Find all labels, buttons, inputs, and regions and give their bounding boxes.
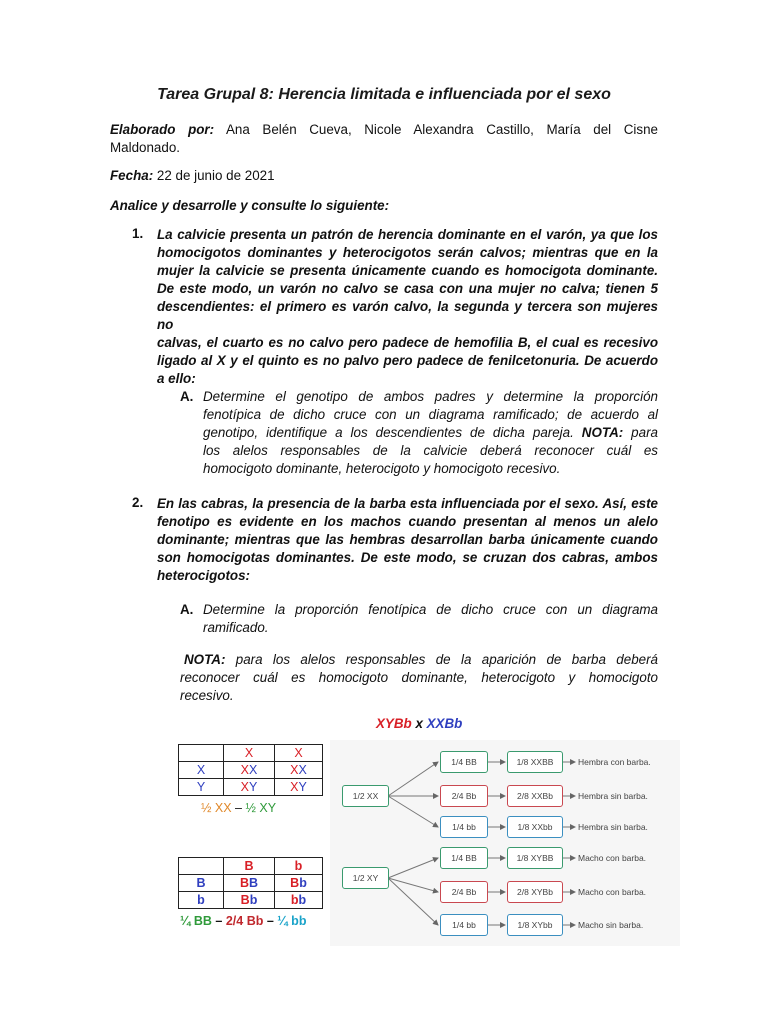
root-xx: 1/2 XX — [342, 785, 389, 807]
outcome-label: Hembra sin barba. — [578, 822, 648, 832]
outcome-label: Hembra sin barba. — [578, 791, 648, 801]
q2-number: 2. — [132, 495, 144, 510]
level1-box: 1/4 BB — [440, 751, 488, 773]
table-cell: XY — [224, 779, 275, 796]
branch-line — [388, 858, 438, 878]
table-cell: b — [179, 892, 224, 909]
outcome-label: Macho sin barba. — [578, 920, 644, 930]
q1a-letter: A. — [180, 389, 194, 404]
q2-line: dominante; mientras que las hembras desarrollan barba únicamente cuando — [157, 532, 658, 547]
table-cell: B — [224, 858, 275, 875]
q1a-line: genotipo, identifique a los descendientes de dicha pareja. — [203, 425, 574, 440]
q2-nota — [180, 651, 658, 705]
q1a-line: Determine el genotipo de ambos padres y determine la proporción — [203, 389, 658, 404]
level1-box: 1/4 BB — [440, 847, 488, 869]
level2-box: 1/8 XYBB — [507, 847, 563, 869]
q1-text — [157, 226, 658, 388]
date-value: 22 de junio de 2021 — [153, 168, 275, 183]
ratio-xx: ½ XX — [201, 801, 232, 815]
q1-line: homocigotos dominantes y heterocigotos serán calvos; mientras que en la — [157, 245, 658, 260]
branch-line — [388, 762, 438, 796]
cross-left: XYBb — [376, 716, 412, 731]
ratio-sep: – — [211, 914, 226, 928]
level2-box: 2/8 XYBb — [507, 881, 563, 903]
table-cell: BB — [224, 875, 275, 892]
beard-punnett-table — [178, 857, 323, 909]
branch-diagram — [330, 740, 680, 946]
level1-box: 1/4 bb — [440, 914, 488, 936]
table-row — [179, 762, 323, 779]
table-cell — [179, 745, 224, 762]
date-line — [110, 167, 275, 185]
cross-mid: x — [411, 716, 427, 731]
level2-box: 1/8 XXBB — [507, 751, 563, 773]
level2-box: 2/8 XXBb — [507, 785, 563, 807]
q2-nota-line-last: recesivo. — [180, 688, 234, 703]
cross-right: XXBb — [426, 716, 463, 731]
authors-line-1: Ana Belén Cueva, Nicole Alexandra Castillo, María del Cisne — [214, 122, 658, 137]
table-row — [179, 858, 323, 875]
q2-line: son homocigotas dominantes. De este modo, se cruzan dos cabras, ambos — [157, 550, 658, 565]
q1-number: 1. — [132, 226, 144, 241]
q1a-text — [203, 388, 658, 478]
ratio-xy: ½ XY — [245, 801, 277, 815]
table-cell: XX — [275, 762, 323, 779]
date-label: Fecha: — [110, 168, 154, 183]
q1-line: descendientes: el primero es varón calvo, la segunda y tercera son mujeres no — [157, 299, 658, 332]
q1-line-last: a ello: — [157, 371, 196, 386]
title-prefix: Tarea Grupal 8 — [157, 86, 269, 103]
q2-nota-line: para los alelos responsables de la aparición de barba deberá — [225, 652, 658, 667]
level2-box: 1/8 XYbb — [507, 914, 563, 936]
authors-label: Elaborado por: — [110, 122, 215, 137]
q1-line: mujer la calvicie se presenta únicamente cuando es homocigota dominante. — [157, 263, 658, 278]
q1a-line-last: homocigoto dominante, heterocigoto y homocigoto recesivo. — [203, 461, 561, 476]
ratio-sep: – — [231, 801, 246, 815]
table-cell: b — [275, 858, 323, 875]
q1a-line: fenotípica de dicho cruce con un diagrama ramificado; de acuerdo al — [203, 407, 658, 422]
branch-lines — [330, 740, 680, 946]
table-cell: Y — [179, 779, 224, 796]
level1-box: 2/4 Bb — [440, 881, 488, 903]
q1a-nota-label: NOTA: — [573, 425, 624, 440]
table-cell — [179, 858, 224, 875]
table-cell: X — [224, 745, 275, 762]
table-cell: X — [275, 745, 323, 762]
q1a-line: los alelos responsables de la calvicie deberá reconocer cuál es — [203, 443, 658, 458]
level2-box: 1/8 XXbb — [507, 816, 563, 838]
table-row — [179, 875, 323, 892]
level1-box: 2/4 Bb — [440, 785, 488, 807]
level1-box: 1/4 bb — [440, 816, 488, 838]
table-cell: Bb — [275, 875, 323, 892]
q1-line: calvas, el cuarto es no calvo pero padece de hemofilia B, el cual es recesivo — [157, 335, 658, 350]
q2a-text — [203, 601, 658, 637]
branch-line — [388, 796, 438, 827]
table-cell: B — [179, 875, 224, 892]
table-row — [179, 745, 323, 762]
authors-line-2: Maldonado. — [110, 140, 180, 155]
q1-line: De este modo, un varón no calvo se casa con una mujer no calva; tienen 5 — [157, 281, 658, 296]
q2-line: En las cabras, la presencia de la barba esta influenciada por el sexo. Así, este — [157, 496, 658, 511]
q2-nota-line: reconocer cuál es homocigoto dominante, heterocigoto y homocigoto — [180, 670, 658, 685]
q1a-line-end: para — [623, 425, 658, 440]
q2a-line-last: ramificado. — [203, 620, 269, 635]
sex-ratio — [201, 801, 276, 815]
ratio-sep: – — [263, 914, 278, 928]
title-rest: : Herencia limitada e influenciada por el sexo — [268, 86, 611, 103]
authors-block — [110, 121, 658, 157]
beard-ratio — [180, 914, 306, 928]
table-cell: Bb — [224, 892, 275, 909]
q2-text — [157, 495, 658, 585]
table-cell: X — [179, 762, 224, 779]
q1-line: ligado al X y el quinto es no palvo pero padece de fenilcetonuria. De acuerdo — [157, 353, 658, 368]
table-cell: bb — [275, 892, 323, 909]
sex-punnett-table — [178, 744, 323, 796]
q2-line: fenotipo es evidente en los machos cuando presentan al menos un alelo — [157, 514, 658, 529]
q2-line-last: heterocigotos: — [157, 568, 250, 583]
q2a-letter: A. — [180, 602, 194, 617]
cross-title — [376, 716, 462, 731]
outcome-label: Macho con barba. — [578, 887, 647, 897]
ratio-bb-rec: ¼ bb — [277, 914, 307, 928]
q2a-line: Determine la proporción fenotípica de dicho cruce con un diagrama — [203, 602, 658, 617]
ratio-bb-het: 2/4 Bb — [225, 914, 264, 928]
q2-nota-label: NOTA: — [184, 652, 226, 667]
table-cell: XY — [275, 779, 323, 796]
q1-line: La calvicie presenta un patrón de herencia dominante en el varón, ya que los — [157, 227, 658, 242]
outcome-label: Macho con barba. — [578, 853, 647, 863]
page-title — [0, 86, 768, 104]
root-xy: 1/2 XY — [342, 867, 389, 889]
outcome-label: Hembra con barba. — [578, 757, 651, 767]
instructions: Analice y desarrolle y consulte lo siguiente: — [110, 198, 390, 213]
table-row — [179, 892, 323, 909]
table-row — [179, 779, 323, 796]
table-cell: XX — [224, 762, 275, 779]
ratio-bb: ¼ BB — [180, 914, 212, 928]
